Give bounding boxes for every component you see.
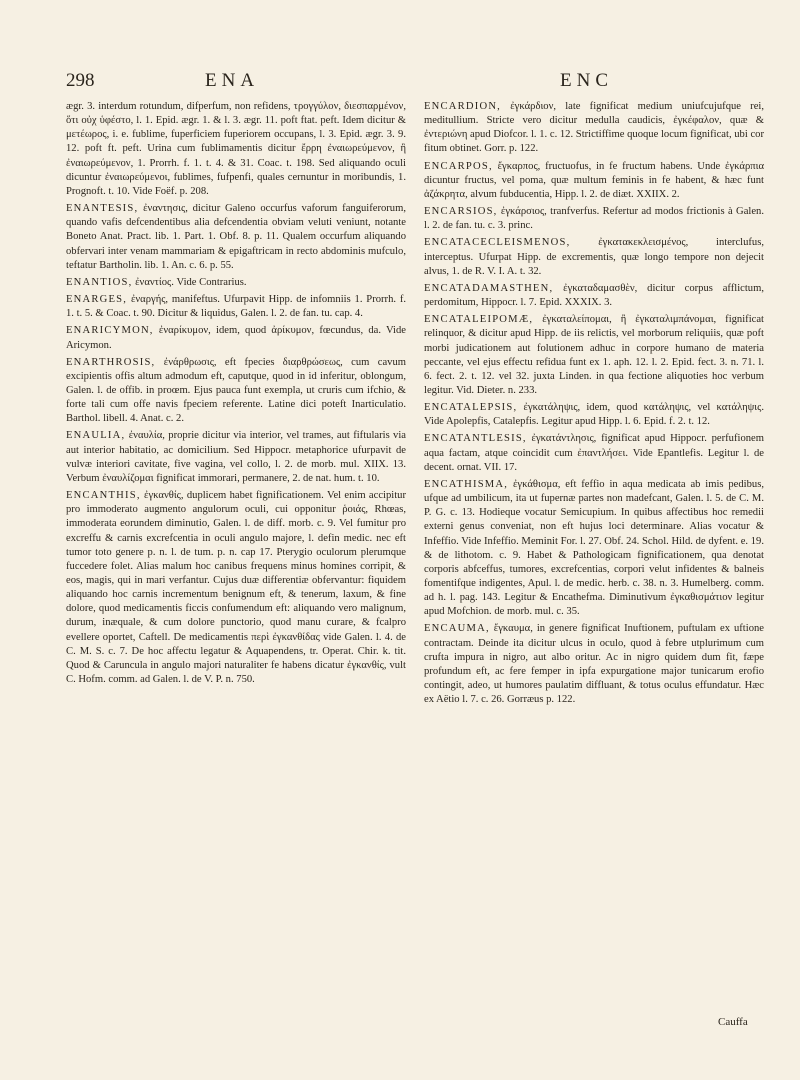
entry-lemma: ENANTESIS,	[66, 203, 139, 215]
entry	[424, 205, 764, 233]
entry-text: ἐναυλία, proprie dicitur via interior, vel trames, aut fiftularis via aut interior habitatio, ac domicilium. Sed Hippocr. metaphorice ufurpavit de vulvæ interiori cavitate, five vagina, vel collo, l. 2. de morb. mul. XIIX. 13. Verbum ἐναυλίζομαι fignificat immorari, permanere, 2. de nat. hum. t. 10.	[66, 430, 406, 484]
entry	[66, 293, 406, 321]
entry	[424, 236, 764, 278]
entry-text: ἐναργής, manifeftus. Ufurpavit Hipp. de infomniis 1. Prorrh. f. 1. t. 5. & Coac. t. 90. Dicitur & liquidus, Galen. l. 2. de fan. tu. cap. 4.	[66, 294, 406, 320]
entry-text: ἐγκαταλείπομαι, ἢ ἐγκαταλιμπάνομαι, fignificat relinquor, & dicitur apud Hipp. de iis relictis, vel morborum reliquiis, quæ poft morbi judicationem aut folutionem adhuc in corpore humano de materia peccante, vel ejus effectu refidua funt ex 1. aph. 12. l. 2. Epid. fect. 3. n. 71. l. 6. fect. 2. t. 12. vel 32. juxta Linden. in qua fectione aliquoties hoc verbum legitur. Vid. Dieter. n. 233.	[424, 314, 764, 396]
entry	[424, 432, 764, 474]
entry-lemma: ENCATADAMASTHEN,	[424, 282, 554, 294]
entry-text: ἔγκαυμα, in genere fignificat Inuftionem, puftulam ex uftione contractam. Deinde ita dicitur ulcus in oculo, quod à febre utplurimum cum crufta impura in nigro, aut albo oritur. Ac in nigro quidem dum fit, fæpe profundum eft, ac fere femper in ipfa expurgatione major tunicarum erofio contingit, adeo, ut humores paulatim diffluant, & totus oculus effundatur. Hæc ex Aëtio l. 7. c. 26. Gorræus p. 122.	[424, 623, 764, 706]
entry-lemma: ENCARDION,	[424, 101, 502, 112]
entry-lemma: ENARICYMON,	[66, 325, 154, 337]
entry	[424, 282, 764, 310]
entry	[66, 356, 406, 427]
right-column	[424, 100, 764, 980]
entry-text: ἐναρίκυμον, idem, quod ἀρίκυμον, fœcundus, da. Vide Aricymon.	[66, 325, 406, 351]
entry	[66, 429, 406, 486]
entry-text: ἐγκατάληψις, idem, quod κατάληψις, vel κατάληψις. Vide Apolepfis, Catalepfis. Legitur apud Hipp. l. 6. Epid. f. 2. t. 12.	[424, 402, 764, 428]
entry-text: ἐγκάθισμα, eft feffio in aqua medicata ab imis pedibus, ufque ad umbilicum, ita ut fupernæ partes non madefcant, Galen. l. 5. de C. M. P. G. c. 13. Hodieque vocatur Semicupium. In quibus affectibus hoc remedii externi genus conveniat, non eft hujus loci determinare. Alias vocatur & Infeffio. Vide Infeffio. Meminit For. l. 27. Obf. 24. Schol. Hild. de dyfent. e. 19. & de lithotom. c. 9. Habet & Pathologicam fignificationem, qua denotat corporis abfceffus, tumores, excrefcentias, corpori velut infidentes & balneis fomentifque indigentes, Apul. l. de medic. herb. c. 38. n. 3. Humelberg. comm. ad h. l. pag. 143. Legitur & Encathefma. Diminutivum ἐγκαθισμάτιον legitur apud Mofchion. de morb. mul. c. 35.	[424, 478, 764, 618]
entry-lemma: ENCATALEIPOMÆ,	[424, 314, 534, 326]
page-header	[0, 70, 800, 100]
entry	[424, 478, 764, 620]
entry-text: ἐγκατάντλησις, fignificat apud Hippocr. perfufionem aqua factam, atque coincidit cum ἐπαντλήσει. Vide Epantlefis. Legitur l. de decent. ornat. VII. 17.	[424, 433, 764, 473]
entry	[66, 276, 406, 290]
entry-lemma: ENCAUMA,	[424, 623, 490, 635]
entry	[424, 313, 764, 398]
entry-text: ἐναντησις, dicitur Galeno occurfus vaforum fanguiferorum, quando vafis defcendentibus alia defcendentia obviam veluti veniunt, notante Boneto Anat. Pract. lib. 1. Part. 1. Obf. 8. p. 11. Qualem occurfum aliquando obfervari inter venam mammariam & epigaftricam in recto abdominis mufculo, teftatur Bartholin. lib. 1. An. c. 6. p. 55.	[66, 203, 406, 271]
entry-text: ἐγκανθίς, duplicem habet fignificationem. Vel enim accipitur pro immoderato augmento angulorum oculi, cui opponitur ῥοιάς, Rhœas, immoderata eorundem diminutio, Galen. l. de diff. morb. c. 9. Vel fumitur pro excreffu & carnis excrefcentia in oculi angulo majore, l. defin medic. nec eft tumor toto genere p. n. l. de tum. p. n. cap 17. Pterygio oculorum plerumque fuccedere folet. Alias malum hoc canibus frequens minus homines corripit, & eos, magis, qui in mari verfantur. Cujus duæ differentiæ obfervantur: fiquidem aliquando hoc carnis incrementum benignum eft, & tenerum, laxum, & fine dolore, quod medicamentis ficcis confumendum eft: aliquando vero malignum, durum, inæquale, & cum dolore punctorio, quod manu curare, & fcalpro evellere oportet, Caftell. De medicamentis περὶ ἐγκανθίδας vide Galen. l. 4. de C. M. S. c. 7. De hoc affectu legatur & Aquapendens, tr. Operat. Chir. k. tit. Quod & Caruncula in angulo majori naturaliter fe habens dicatur ἐγκανθίς, vult C. Hofm. comm. ad Galen. l. de V. P. n. 750.	[66, 490, 406, 686]
entry-lemma: ENCATALEPSIS,	[424, 402, 518, 414]
entry-lemma: ENANTIOS,	[66, 276, 133, 288]
entry-text: ἐγκάρδιον, late fignificat medium uniufcujufque rei, meditullium. Stricte vero dicitur medulla caudicis, ἐγκέφαλον, quæ & ἐντεριώνη apud Diofcor. l. 1. c. 12. Strictiffime quoque locum fignificat, ubi cor fitum obtinet. Gorr. p. 122.	[424, 101, 764, 155]
entry-lemma: ENAULIA,	[66, 430, 126, 442]
entry-lemma: ENCARSIOS,	[424, 206, 498, 218]
entry-text: ἔγκαρπος, fructuofus, in fe fructum habens. Unde ἐγκάρπια dicuntur fructus, vel poma, quæ multum feminis in fe habent, & hæc funt ἀζάκρητα, alvum fubducentia, Hipp. l. 2. de diæt. XXIIX. 2.	[424, 160, 764, 200]
entry-text: ἐνάρθρωσις, eft fpecies διαρθρώσεως, cum cavum excipientis offis altum admodum eft, caputque, quod in id inferitur, oblongum, Galen. l. de offib. in proœm. Ejus pauca funt exempla, ut cruris cum ifchio, & forte tali cum offe navis fpeciem referente. Latine dici poteft Inarticulatio. Barthol. libell. 4. Anat. c. 2.	[66, 356, 406, 425]
entry-text: ἐγκατακεκλεισμένος, interclufus, interceptus. Ufurpat Hipp. de excrementis, quæ longo tempore non dejecit alvus, 1. de R. V. I. A. t. 32.	[424, 237, 764, 277]
entry-lemma: ENCANTHIS,	[66, 490, 141, 502]
catchword: Cauffa	[718, 1016, 748, 1028]
entry-text: ἐγκάρσιος, tranfverfus. Refertur ad modos frictionis à Galen. l. 2. de fan. tu. c. 3. princ.	[424, 206, 764, 232]
entry	[424, 160, 764, 202]
entry-lemma: ENCATHISMA,	[424, 478, 509, 490]
entry	[66, 100, 406, 199]
entry	[424, 401, 764, 429]
left-column	[66, 100, 406, 980]
left-running-head: ENA	[205, 70, 260, 91]
entry-text: ἐγκαταδαμασθὲν, dicitur corpus afflictum, perdomitum, Hippocr. l. 7. Epid. XXXIX. 3.	[424, 282, 764, 309]
entry-lemma: ENCATANTLESIS,	[424, 433, 527, 445]
entry	[66, 489, 406, 687]
entry	[424, 622, 764, 707]
entry	[66, 202, 406, 273]
entry-lemma: ENCARPOS,	[424, 160, 493, 172]
right-running-head: ENC	[560, 70, 613, 91]
entry-lemma: ENARGES,	[66, 294, 128, 306]
entry	[66, 324, 406, 352]
entry-text: ἐναντίος. Vide Contrarius.	[135, 276, 247, 288]
entry-lemma: ENCATACECLEISMENOS,	[424, 237, 571, 249]
entry-text: ægr. 3. interdum rotundum, difperfum, non refidens, τρογγύλον, διεσπαρμένον, ὅτι οὐχ ὑφέστο, l. 1. Epid. ægr. 1. & l. 3. ægr. 11. poft ftat. peft. Idem dicitur & μετέωρος, i. e. fublime, fuperficiem fuperiorem occupans, l. 3. Epid. ægr. 3. 9. 12. poft ft. peft. Urina cum fublimamentis dicitur ἔρρη ἐναιωρεύμενον, ἢ ἐναιωρεύμενον, 1. Prorrh. f. 1. t. 4. & 31. Coac. t. 198. Sed aliquando oculi dicuntur ἐναιωρεύμενοι, fublimes, fufpenfi, quales cernuntur in moribundis, 1. Prognoft. t. 10. Vide Foëf. p. 208.	[66, 101, 406, 197]
page-number: 298	[66, 70, 95, 91]
entry	[424, 100, 764, 157]
entry-lemma: ENARTHROSIS,	[66, 356, 156, 368]
